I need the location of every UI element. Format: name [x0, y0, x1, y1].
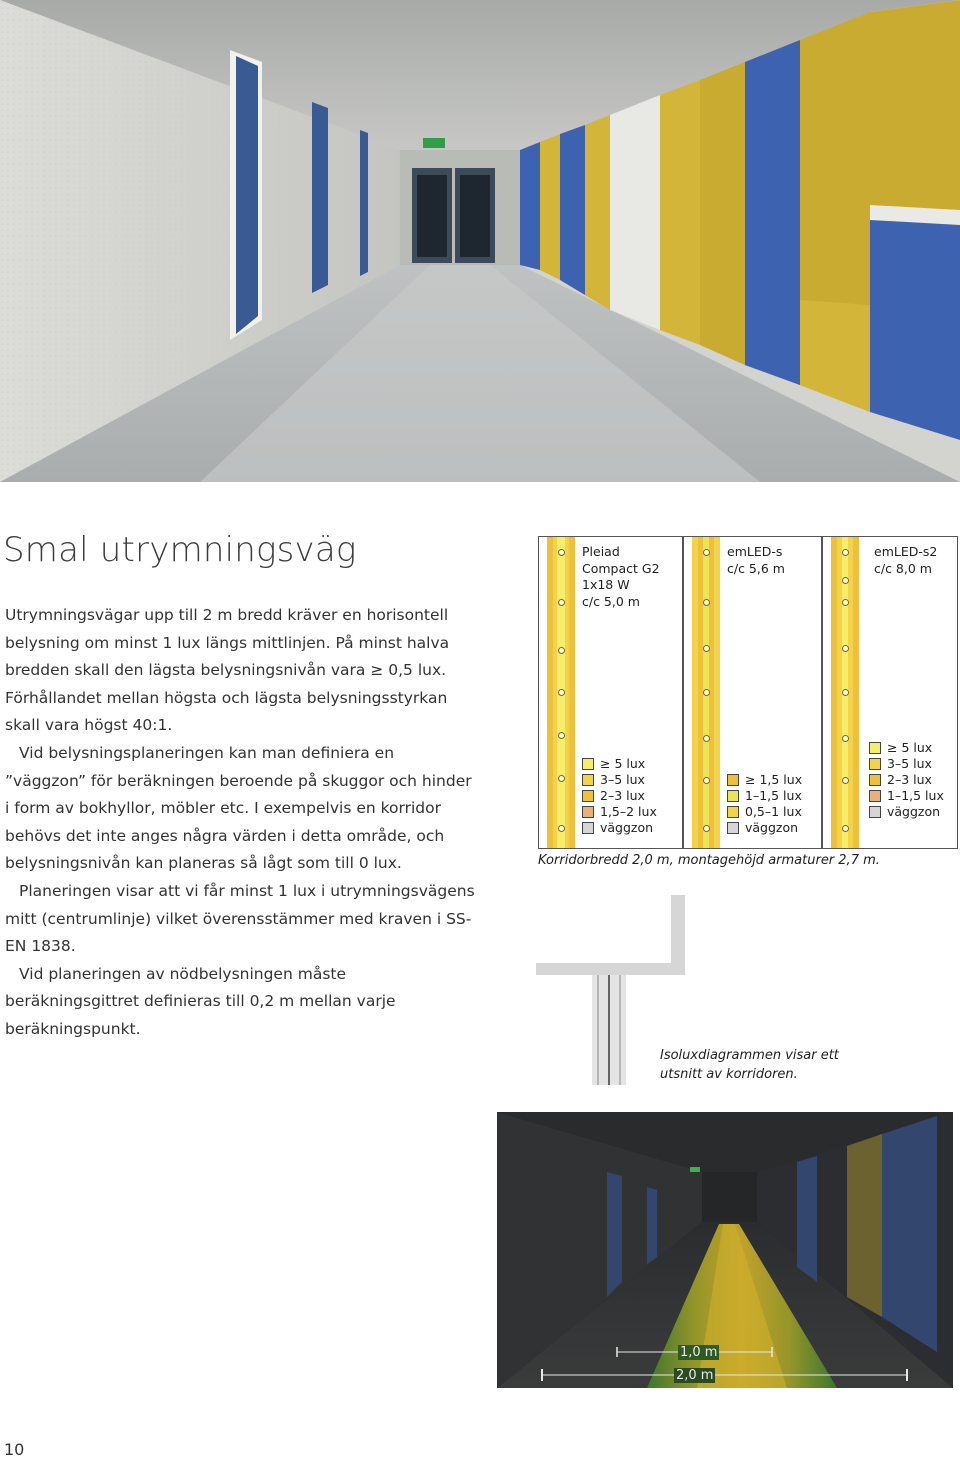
paragraph-3: Planeringen visar att vi får minst 1 lux i utrymningsvägens mitt (centrumlinje) vilket överensstämmer med kraven i SS-EN 1838. — [5, 881, 475, 956]
luminaire-marker — [558, 599, 565, 606]
legend-item: 1–1,5 lux — [869, 788, 944, 804]
legend-item: 2–3 lux — [582, 788, 657, 804]
luminaire-marker — [703, 549, 710, 556]
luminaire-marker — [558, 689, 565, 696]
luminaire-marker — [842, 549, 849, 556]
legend-item: 1–1,5 lux — [727, 788, 802, 804]
legend-item: 2–3 lux — [869, 772, 944, 788]
luminaire-marker — [558, 647, 565, 654]
luminaire-marker — [558, 732, 565, 739]
luminaire-marker — [703, 825, 710, 832]
luminaire-marker — [703, 689, 710, 696]
luminaire-marker — [703, 777, 710, 784]
luminaire-marker — [842, 777, 849, 784]
paragraph-4: Vid planeringen av nödbelysningen måste beräkningsgittret definieras till 0,2 m mellan varje beräkningspunkt. — [5, 964, 396, 1038]
luminaire-marker — [842, 645, 849, 652]
legend-item: 0,5–1 lux — [727, 804, 802, 820]
page-number: 10 — [4, 1440, 25, 1459]
luminaire-marker — [703, 599, 710, 606]
luminaire-marker — [842, 825, 849, 832]
legend-item: ≥ 5 lux — [582, 756, 657, 772]
isolux-diagram-emled-s — [683, 536, 822, 849]
diagram-legend — [869, 740, 944, 820]
legend-item: ≥ 5 lux — [869, 740, 944, 756]
legend-item: 1,5–2 lux — [582, 804, 657, 820]
luminaire-marker — [558, 549, 565, 556]
diagram-label: emLED-s2 c/c 8,0 m — [874, 544, 938, 576]
luminaire-marker — [703, 645, 710, 652]
legend-item: 3–5 lux — [582, 772, 657, 788]
luminaire-marker — [842, 577, 849, 584]
luminaire-marker — [842, 689, 849, 696]
legend-item: ≥ 1,5 lux — [727, 772, 802, 788]
corridor-photo-bottom — [497, 1112, 953, 1388]
isolux-diagram-pleiad — [538, 536, 683, 849]
corridor-photo-top — [0, 0, 960, 482]
luminaire-marker — [842, 735, 849, 742]
paragraph-2: Vid belysningsplaneringen kan man definiera en ”väggzon” för beräkningen beroende på skuggor och hinder i form av bokhyllor, möbler etc. I exempelvis en korridor behövs det inte anges några värden i detta område, och belysningsnivån kan planeras så lågt som till 0 lux. — [5, 743, 472, 873]
section-title: Smal utrymningsväg — [3, 530, 357, 570]
legend-item: väggzon — [869, 804, 944, 820]
diagram-caption: Korridorbredd 2,0 m, montagehöjd armaturer 2,7 m. — [538, 853, 880, 868]
dimension-inner: 1,0 m — [680, 1345, 718, 1360]
diagram-label: emLED-s c/c 5,6 m — [727, 544, 785, 576]
plan-caption: Isoluxdiagrammen visar ett utsnitt av korridoren. — [660, 1048, 839, 1082]
legend-item: väggzon — [582, 820, 657, 836]
diagram-legend — [727, 772, 802, 836]
legend-item: 3–5 lux — [869, 756, 944, 772]
luminaire-marker — [842, 599, 849, 606]
luminaire-marker — [703, 735, 710, 742]
paragraph-1: Utrymningsvägar upp till 2 m bredd kräver en horisontell belysning om minst 1 lux längs mittlinjen. På minst halva bredden skall den lägsta belysningsnivån vara ≥ 0,5 lux. Förhållandet mellan högsta och lägsta belysningsstyrkan skall vara högst 40:1. — [5, 606, 450, 735]
diagram-label: Pleiad Compact G2 1x18 W c/c 5,0 m — [582, 544, 660, 609]
diagram-legend — [582, 756, 657, 836]
luminaire-marker — [558, 825, 565, 832]
luminaire-marker — [558, 775, 565, 782]
dimension-outer: 2,0 m — [676, 1368, 714, 1383]
body-text — [5, 602, 475, 1044]
isolux-diagram-emled-s2 — [822, 536, 958, 849]
legend-item: väggzon — [727, 820, 802, 836]
